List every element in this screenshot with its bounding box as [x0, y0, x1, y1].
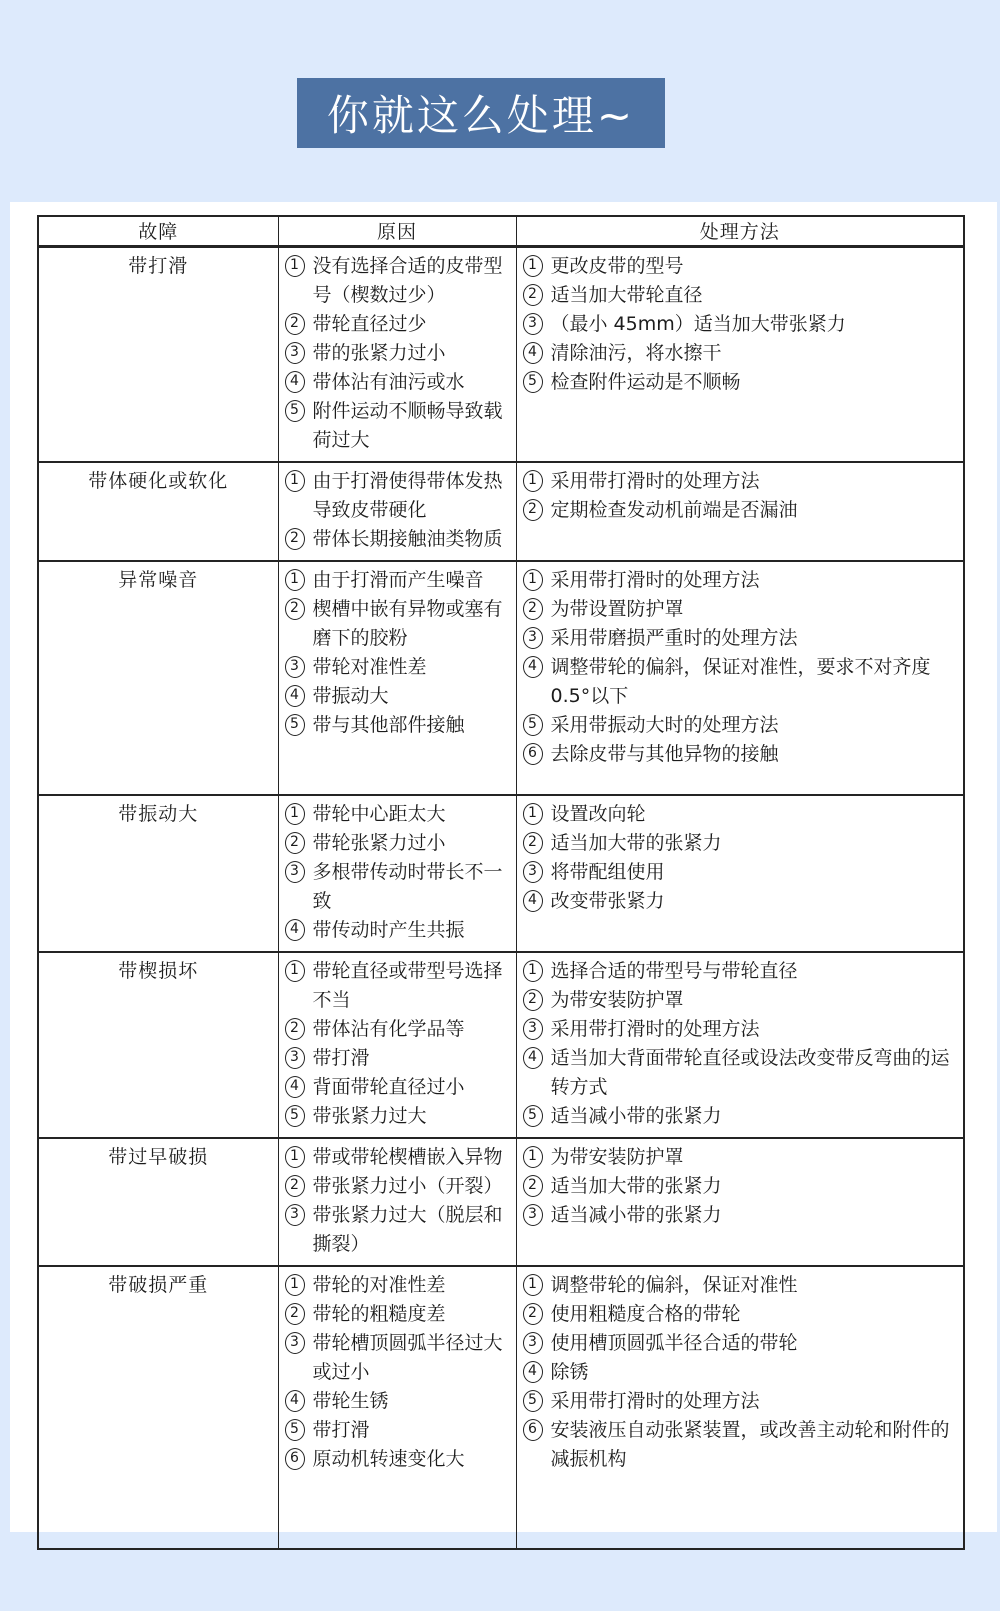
solution-text: 为带安装防护罩	[550, 988, 684, 1011]
solution-text: 选择合适的带型号与带轮直径	[550, 959, 798, 982]
cause-text: 带传动时产生共振	[312, 918, 465, 941]
solutions-cell	[516, 1266, 964, 1549]
circled-number: 6	[285, 1448, 305, 1470]
solution-item	[523, 740, 958, 769]
page-title: 你就这么处理~	[326, 91, 636, 140]
cause-item	[285, 682, 510, 711]
causes-cell	[278, 1266, 516, 1549]
fault-cell: 带打滑	[38, 246, 278, 462]
fault-cell: 带破损严重	[38, 1266, 278, 1549]
cause-text: 带轮对准性差	[312, 655, 427, 678]
cause-item	[285, 858, 510, 916]
circled-number: 3	[285, 1204, 305, 1226]
fault-cell: 带振动大	[38, 795, 278, 952]
causes-cell	[278, 561, 516, 795]
cause-text: 带打滑	[312, 1046, 370, 1069]
causes-cell	[278, 462, 516, 561]
circled-number: 4	[523, 1047, 543, 1069]
solution-text: 采用带打滑时的处理方法	[550, 1389, 760, 1412]
cause-text: 没有选择合适的皮带型号（楔数过少）	[312, 254, 503, 306]
circled-number: 3	[523, 313, 543, 335]
table-row	[38, 952, 964, 1138]
circled-number: 2	[523, 284, 543, 306]
solution-text: 使用槽顶圆弧半径合适的带轮	[550, 1331, 798, 1354]
solution-text: 适当减小带的张紧力	[550, 1203, 722, 1226]
cause-text: 带张紧力过小（开裂）	[312, 1174, 503, 1197]
cause-text: 带或带轮楔槽嵌入异物	[312, 1145, 503, 1168]
cause-item	[285, 1300, 510, 1329]
cause-item	[285, 595, 510, 653]
solution-item	[523, 829, 958, 858]
circled-number: 2	[523, 832, 543, 854]
circled-number: 5	[285, 400, 305, 422]
troubleshooting-table	[37, 215, 965, 1550]
solution-item	[523, 252, 958, 281]
circled-number: 6	[523, 743, 543, 765]
cause-item	[285, 1015, 510, 1044]
solution-text: 采用带振动大时的处理方法	[550, 713, 779, 736]
solution-text: 改变带张紧力	[550, 889, 665, 912]
solution-text: （最小 45mm）适当加大带张紧力	[550, 312, 846, 335]
solution-text: 采用带磨损严重时的处理方法	[550, 626, 798, 649]
circled-number: 4	[523, 342, 543, 364]
cause-item	[285, 829, 510, 858]
cause-item	[285, 800, 510, 829]
cause-item	[285, 1073, 510, 1102]
circled-number: 4	[285, 1076, 305, 1098]
solution-text: 更改皮带的型号	[550, 254, 684, 277]
cause-item	[285, 1143, 510, 1172]
solution-text: 安装液压自动张紧装置，或改善主动轮和附件的减振机构	[550, 1418, 950, 1470]
solution-item	[523, 368, 958, 397]
header-cause: 原因	[278, 216, 516, 246]
cause-text: 带轮张紧力过小	[312, 831, 446, 854]
circled-number: 3	[285, 1047, 305, 1069]
cause-item	[285, 1044, 510, 1073]
solution-text: 去除皮带与其他异物的接触	[550, 742, 779, 765]
solution-item	[523, 1329, 958, 1358]
circled-number: 3	[285, 861, 305, 883]
solutions-cell	[516, 561, 964, 795]
circled-number: 3	[523, 1332, 543, 1354]
solution-item	[523, 595, 958, 624]
fault-cell: 异常噪音	[38, 561, 278, 795]
cause-item	[285, 339, 510, 368]
solution-item	[523, 1416, 958, 1474]
solution-item	[523, 1271, 958, 1300]
cause-item	[285, 1102, 510, 1131]
circled-number: 1	[285, 569, 305, 591]
circled-number: 5	[285, 1419, 305, 1441]
solution-text: 适当加大带轮直径	[550, 283, 703, 306]
cause-item	[285, 1329, 510, 1387]
solution-item	[523, 957, 958, 986]
solutions-cell	[516, 462, 964, 561]
table-row	[38, 246, 964, 462]
cause-text: 带轮的对准性差	[312, 1273, 446, 1296]
solution-item	[523, 1044, 958, 1102]
cause-text: 带轮的粗糙度差	[312, 1302, 446, 1325]
fault-cell: 带体硬化或软化	[38, 462, 278, 561]
circled-number: 1	[523, 1274, 543, 1296]
cause-text: 带体沾有化学品等	[312, 1017, 465, 1040]
solution-item	[523, 467, 958, 496]
solutions-cell	[516, 952, 964, 1138]
circled-number: 2	[285, 313, 305, 335]
solution-item	[523, 986, 958, 1015]
header-row	[38, 216, 964, 246]
circled-number: 1	[523, 569, 543, 591]
cause-text: 楔槽中嵌有异物或塞有磨下的胶粉	[312, 597, 503, 649]
causes-cell	[278, 246, 516, 462]
solution-text: 适当加大背面带轮直径或设法改变带反弯曲的运转方式	[550, 1046, 950, 1098]
circled-number: 1	[285, 470, 305, 492]
cause-text: 带与其他部件接触	[312, 713, 465, 736]
circled-number: 4	[285, 1390, 305, 1412]
cause-item	[285, 310, 510, 339]
solution-item	[523, 624, 958, 653]
solution-text: 将带配组使用	[550, 860, 665, 883]
cause-text: 由于打滑使得带体发热导致皮带硬化	[312, 469, 503, 521]
solution-text: 适当减小带的张紧力	[550, 1104, 722, 1127]
circled-number: 2	[285, 832, 305, 854]
cause-text: 带体沾有油污或水	[312, 370, 465, 393]
circled-number: 5	[523, 371, 543, 393]
cause-text: 带轮槽顶圆弧半径过大或过小	[312, 1331, 503, 1383]
fault-cell: 带楔损坏	[38, 952, 278, 1138]
cause-item	[285, 566, 510, 595]
circled-number: 1	[523, 803, 543, 825]
solution-text: 检查附件运动是不顺畅	[550, 370, 741, 393]
table-row	[38, 561, 964, 795]
cause-text: 带体长期接触油类物质	[312, 527, 503, 550]
cause-text: 附件运动不顺畅导致载荷过大	[312, 399, 503, 451]
cause-item	[285, 1172, 510, 1201]
table-row	[38, 1138, 964, 1266]
solutions-cell	[516, 1138, 964, 1266]
circled-number: 1	[285, 1274, 305, 1296]
cause-text: 由于打滑而产生噪音	[312, 568, 484, 591]
cause-text: 带打滑	[312, 1418, 370, 1441]
cause-text: 带张紧力过大	[312, 1104, 427, 1127]
solution-text: 适当加大带的张紧力	[550, 831, 722, 854]
cause-text: 带轮直径或带型号选择不当	[312, 959, 503, 1011]
page-title-banner	[297, 78, 665, 148]
circled-number: 6	[523, 1419, 543, 1441]
solutions-cell	[516, 246, 964, 462]
cause-text: 带轮中心距太大	[312, 802, 446, 825]
table-row	[38, 462, 964, 561]
solution-text: 调整带轮的偏斜，保证对准性	[550, 1273, 798, 1296]
circled-number: 2	[523, 1175, 543, 1197]
causes-cell	[278, 952, 516, 1138]
content-panel	[10, 202, 997, 1532]
cause-text: 带张紧力过大（脱层和撕裂）	[312, 1203, 503, 1255]
circled-number: 2	[285, 598, 305, 620]
solution-text: 采用带打滑时的处理方法	[550, 469, 760, 492]
solution-item	[523, 1102, 958, 1131]
circled-number: 1	[523, 960, 543, 982]
cause-text: 带振动大	[312, 684, 389, 707]
cause-item	[285, 1271, 510, 1300]
circled-number: 5	[523, 714, 543, 736]
solution-item	[523, 1300, 958, 1329]
solution-item	[523, 858, 958, 887]
solution-item	[523, 1358, 958, 1387]
solution-item	[523, 800, 958, 829]
solution-item	[523, 310, 958, 339]
solution-item	[523, 1387, 958, 1416]
circled-number: 2	[285, 528, 305, 550]
circled-number: 1	[285, 255, 305, 277]
table-body	[38, 246, 964, 1549]
solution-text: 为带安装防护罩	[550, 1145, 684, 1168]
circled-number: 3	[523, 1204, 543, 1226]
cause-text: 多根带传动时带长不一致	[312, 860, 503, 912]
solution-item	[523, 1172, 958, 1201]
cause-item	[285, 1201, 510, 1259]
circled-number: 1	[523, 1146, 543, 1168]
circled-number: 4	[523, 1361, 543, 1383]
cause-item	[285, 1387, 510, 1416]
circled-number: 5	[285, 1105, 305, 1127]
circled-number: 3	[523, 1018, 543, 1040]
cause-item	[285, 1445, 510, 1474]
solution-text: 使用粗糙度合格的带轮	[550, 1302, 741, 1325]
solution-text: 采用带打滑时的处理方法	[550, 1017, 760, 1040]
header-fault: 故障	[38, 216, 278, 246]
solution-item	[523, 711, 958, 740]
solution-item	[523, 1015, 958, 1044]
solution-text: 设置改向轮	[550, 802, 646, 825]
circled-number: 4	[285, 371, 305, 393]
cause-item	[285, 525, 510, 554]
cause-item	[285, 916, 510, 945]
circled-number: 5	[523, 1105, 543, 1127]
circled-number: 2	[523, 598, 543, 620]
solution-item	[523, 281, 958, 310]
header-solution: 处理方法	[516, 216, 964, 246]
fault-cell: 带过早破损	[38, 1138, 278, 1266]
circled-number: 1	[285, 1146, 305, 1168]
cause-item	[285, 1416, 510, 1445]
circled-number: 1	[523, 255, 543, 277]
solution-item	[523, 653, 958, 711]
solution-text: 采用带打滑时的处理方法	[550, 568, 760, 591]
circled-number: 1	[285, 960, 305, 982]
cause-text: 带轮直径过少	[312, 312, 427, 335]
solution-text: 适当加大带的张紧力	[550, 1174, 722, 1197]
circled-number: 3	[285, 656, 305, 678]
circled-number: 4	[285, 919, 305, 941]
solution-item	[523, 339, 958, 368]
circled-number: 5	[285, 714, 305, 736]
cause-item	[285, 397, 510, 455]
solution-text: 调整带轮的偏斜，保证对准性，要求不对齐度 0.5°以下	[550, 655, 931, 707]
cause-item	[285, 711, 510, 740]
circled-number: 3	[285, 342, 305, 364]
solution-text: 定期检查发动机前端是否漏油	[550, 498, 798, 521]
cause-item	[285, 957, 510, 1015]
solution-text: 为带设置防护罩	[550, 597, 684, 620]
circled-number: 4	[285, 685, 305, 707]
solution-item	[523, 1143, 958, 1172]
circled-number: 2	[285, 1303, 305, 1325]
cause-text: 带轮生锈	[312, 1389, 389, 1412]
circled-number: 2	[523, 499, 543, 521]
cause-item	[285, 467, 510, 525]
circled-number: 3	[285, 1332, 305, 1354]
cause-text: 背面带轮直径过小	[312, 1075, 465, 1098]
cause-text: 带的张紧力过小	[312, 341, 446, 364]
circled-number: 5	[523, 1390, 543, 1412]
circled-number: 2	[523, 1303, 543, 1325]
solution-item	[523, 566, 958, 595]
causes-cell	[278, 1138, 516, 1266]
cause-item	[285, 252, 510, 310]
solution-item	[523, 1201, 958, 1230]
circled-number: 2	[285, 1018, 305, 1040]
solution-text: 除锈	[550, 1360, 589, 1383]
circled-number: 4	[523, 656, 543, 678]
circled-number: 3	[523, 627, 543, 649]
solutions-cell	[516, 795, 964, 952]
cause-item	[285, 653, 510, 682]
table-row	[38, 795, 964, 952]
solution-text: 清除油污，将水擦干	[550, 341, 722, 364]
circled-number: 3	[523, 861, 543, 883]
cause-item	[285, 368, 510, 397]
circled-number: 4	[523, 890, 543, 912]
circled-number: 2	[523, 989, 543, 1011]
cause-text: 原动机转速变化大	[312, 1447, 465, 1470]
solution-item	[523, 496, 958, 525]
causes-cell	[278, 795, 516, 952]
circled-number: 1	[285, 803, 305, 825]
solution-item	[523, 887, 958, 916]
circled-number: 2	[285, 1175, 305, 1197]
table-header	[38, 216, 964, 246]
circled-number: 1	[523, 470, 543, 492]
table-row	[38, 1266, 964, 1549]
